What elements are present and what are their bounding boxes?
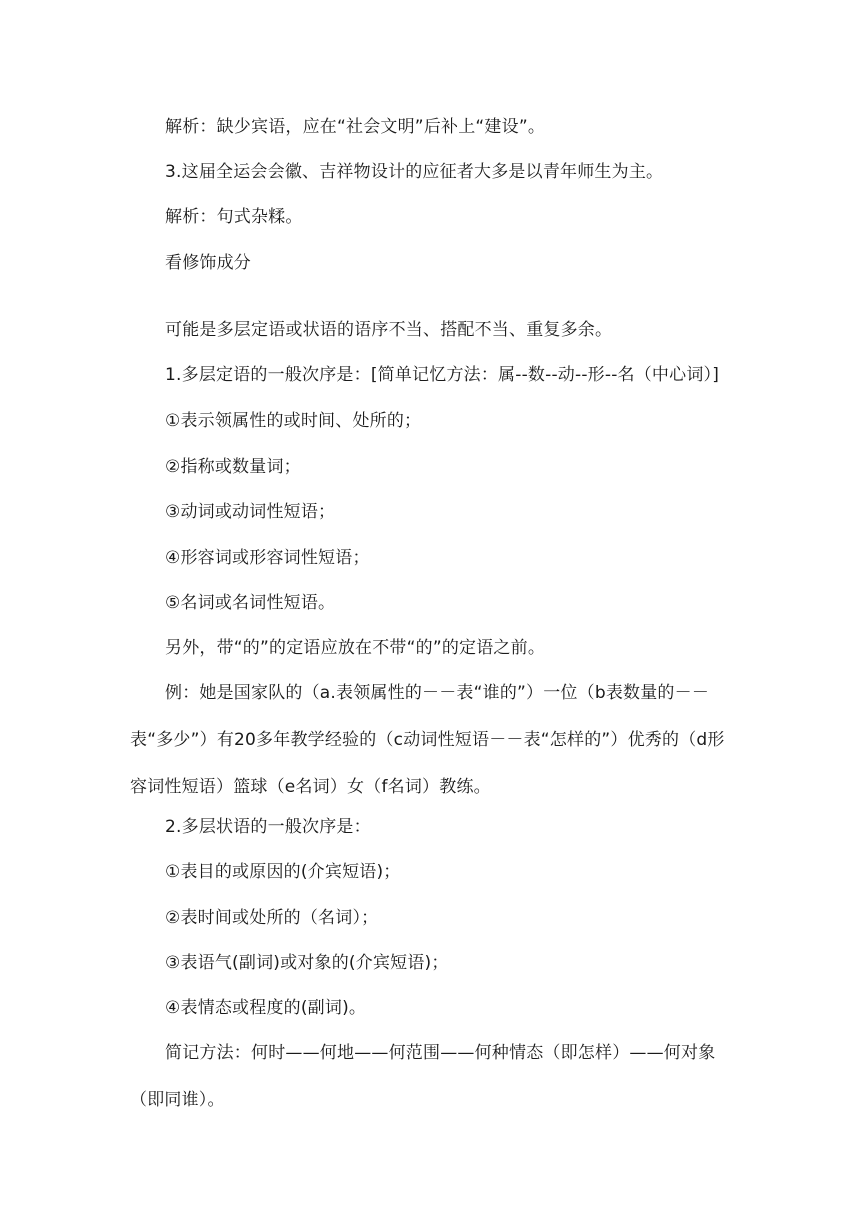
list-item-4: ④形容词或形容词性短语； <box>165 548 370 568</box>
adverbial-item-1: ①表目的或原因的(介宾短语)； <box>165 862 401 882</box>
adverbial-item-4: ④表情态或程度的(副词)。 <box>165 998 367 1018</box>
example-sentence-3: 3.这届全运会会徽、吉祥物设计的应征者大多是以青年师生为主。 <box>165 162 664 182</box>
memo-paragraph: 简记方法：何时——何地——何范围——何种情态（即怎样）——何对象（即同谁）。 <box>130 1043 716 1110</box>
paragraph-intro: 可能是多层定语或状语的语序不当、搭配不当、重复多余。 <box>165 320 613 340</box>
list-item-3: ③动词或动词性短语； <box>165 502 336 522</box>
note-line: 另外，带“的”的定语应放在不带“的”的定语之前。 <box>165 638 546 658</box>
list-item-2: ②指称或数量词； <box>165 457 301 477</box>
section-heading-modifiers: 看修饰成分 <box>165 253 251 273</box>
adverbial-item-3: ③表语气(副词)或对象的(介宾短语)； <box>165 953 449 973</box>
adverbial-order-heading: 2.多层状语的一般次序是： <box>165 817 371 837</box>
example-paragraph: 例：她是国家队的（a.表领属性的－－表“谁的”）一位（b表数量的－－表“多少”）有20多年教学经验的（c动词性短语－－表“怎样的”）优秀的（d形容词性短语）篮球（e名词）女（f名词）教练。 <box>130 683 725 797</box>
attributive-order-heading: 1.多层定语的一般次序是：[简单记忆方法：属--数--动--形--名（中心词）] <box>165 365 720 385</box>
list-item-1: ①表示领属性的或时间、处所的； <box>165 411 422 431</box>
list-item-5: ⑤名词或名词性短语。 <box>165 593 336 613</box>
analysis-line-1: 解析：缺少宾语，应在“社会文明”后补上“建设”。 <box>165 117 546 137</box>
adverbial-item-2: ②表时间或处所的（名词）； <box>165 908 379 928</box>
analysis-line-2: 解析：句式杂糅。 <box>165 207 303 227</box>
